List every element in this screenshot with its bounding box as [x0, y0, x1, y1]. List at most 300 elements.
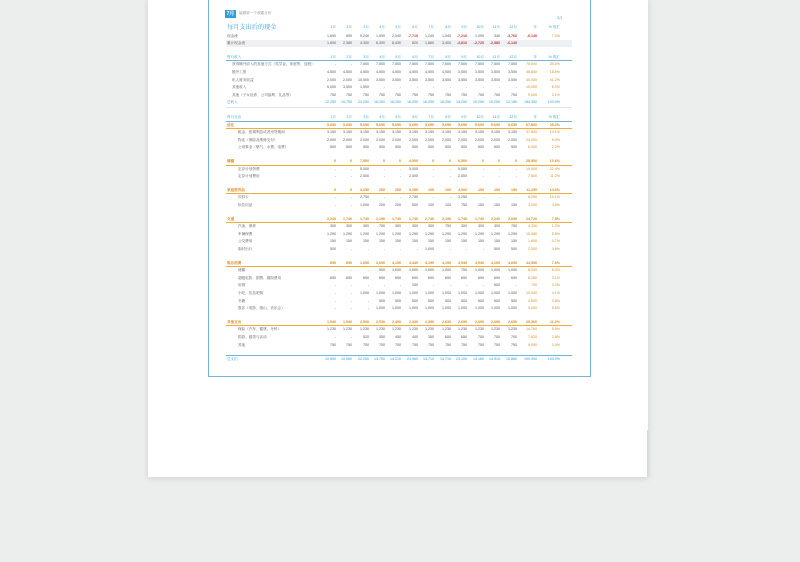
cell[interactable]: -	[383, 247, 385, 251]
cell[interactable]: 10,000	[526, 85, 537, 90]
cell[interactable]: 3,250	[360, 187, 369, 192]
cell[interactable]: 4,500	[409, 70, 418, 74]
cell[interactable]: 3,150	[343, 130, 352, 135]
cell[interactable]: 100	[428, 187, 434, 192]
cell[interactable]: 1,290	[392, 231, 401, 236]
cell[interactable]: 750	[445, 92, 451, 97]
cell[interactable]: -	[350, 247, 352, 251]
cell[interactable]: 150	[445, 239, 451, 244]
cell[interactable]: 0	[432, 159, 434, 163]
cell[interactable]: 24,250	[358, 100, 369, 105]
cell[interactable]: 12月	[509, 115, 517, 119]
cell[interactable]: 1,290	[475, 231, 484, 236]
cell[interactable]: 年	[533, 54, 537, 59]
cell[interactable]: 2,330	[409, 319, 418, 324]
cell[interactable]: 4,500	[528, 298, 537, 303]
cell[interactable]: -	[334, 268, 336, 273]
cell[interactable]: -	[334, 166, 336, 171]
cell[interactable]: 5,650	[442, 122, 451, 127]
cell[interactable]: 7,500	[508, 62, 517, 67]
cell[interactable]: 1,000	[425, 291, 434, 295]
cell[interactable]: 3,500	[475, 77, 484, 82]
cell[interactable]: 150	[478, 203, 484, 207]
cell[interactable]: 3,400	[442, 41, 451, 46]
cell[interactable]: 8,250	[528, 195, 537, 200]
cell[interactable]: 23,100	[456, 357, 467, 362]
cell[interactable]: 48,850	[526, 70, 537, 74]
cell[interactable]: 0	[350, 187, 352, 192]
cell[interactable]: 2,690	[458, 319, 467, 324]
cell[interactable]: 3,500	[442, 77, 451, 82]
cell[interactable]: 9,000	[528, 306, 537, 311]
cell[interactable]: 7.0%	[551, 33, 560, 38]
cell[interactable]: -2,380	[489, 41, 500, 46]
cell[interactable]: 6月	[412, 115, 418, 119]
cell[interactable]: 7,500	[360, 159, 369, 163]
cell[interactable]: -	[334, 62, 336, 67]
cell[interactable]: 100.0%	[547, 100, 560, 105]
cell[interactable]: 44,530	[526, 260, 537, 265]
cell[interactable]: 9,000	[528, 92, 537, 97]
cell[interactable]: 24,720	[526, 216, 537, 221]
cell[interactable]: 4.1%	[551, 291, 560, 295]
cell[interactable]: -	[482, 166, 484, 171]
cell[interactable]: 年	[533, 25, 537, 29]
cell[interactable]: 500	[330, 247, 336, 251]
cell[interactable]: 1,800	[528, 239, 537, 244]
cell[interactable]: 500	[379, 298, 385, 303]
cell[interactable]: 0.2%	[551, 283, 560, 288]
cell[interactable]: 11,250	[526, 187, 537, 192]
cell[interactable]: 5,650	[458, 122, 467, 127]
cell[interactable]: 2,240	[491, 216, 500, 221]
cell[interactable]: 3,500	[508, 77, 517, 82]
cell[interactable]: 690	[461, 275, 467, 280]
cell[interactable]: 3,150	[491, 130, 500, 135]
cell[interactable]: 5,650	[475, 122, 484, 127]
cell[interactable]: 690	[346, 260, 352, 265]
cell[interactable]: 14,210	[390, 357, 401, 362]
cell[interactable]: 150	[511, 187, 517, 192]
cell[interactable]: 500	[428, 298, 434, 303]
cell[interactable]: 300	[412, 224, 418, 229]
cell[interactable]: 4,190	[491, 260, 500, 265]
cell[interactable]: 1,000	[475, 291, 484, 295]
cell[interactable]: 500	[363, 145, 369, 150]
cell[interactable]: 750	[511, 342, 517, 347]
cell[interactable]: -	[498, 85, 500, 90]
cell[interactable]: 750	[379, 342, 385, 347]
cell[interactable]: 16,250	[440, 100, 451, 105]
cell[interactable]: 6.0%	[551, 85, 560, 90]
cell[interactable]: -	[350, 62, 352, 67]
cell[interactable]: 500	[511, 298, 517, 303]
cell[interactable]: 1,290	[360, 231, 369, 236]
cell[interactable]: 150	[511, 203, 517, 207]
cell[interactable]: 8,280	[528, 275, 537, 280]
cell[interactable]: 1,860	[425, 41, 434, 46]
cell[interactable]: -	[367, 298, 369, 303]
cell[interactable]: 1,000	[508, 268, 517, 273]
cell[interactable]: 5.8%	[551, 231, 560, 236]
cell[interactable]: 8月	[445, 25, 451, 29]
cell[interactable]: -3,810	[456, 41, 467, 46]
cell[interactable]: 5,000	[458, 166, 467, 171]
cell[interactable]: 16,250	[374, 100, 385, 105]
cell[interactable]: -	[350, 166, 352, 171]
cell[interactable]: 0	[482, 159, 484, 163]
cell[interactable]: 1,540	[442, 33, 451, 38]
cell[interactable]: 1,290	[425, 231, 434, 236]
cell[interactable]: 15,480	[526, 231, 537, 236]
cell[interactable]: -	[367, 268, 369, 273]
cell[interactable]: -	[465, 283, 467, 288]
cell[interactable]: 600	[445, 335, 451, 339]
cell[interactable]: 0	[399, 159, 401, 163]
cell[interactable]: -	[350, 283, 352, 288]
cell[interactable]: 3.1%	[551, 92, 560, 97]
cell[interactable]: 6月	[412, 25, 418, 29]
cell[interactable]: 9,240	[360, 33, 369, 38]
cell[interactable]: 500	[330, 145, 336, 150]
cell[interactable]: 1,000	[409, 306, 418, 311]
cell[interactable]: -	[367, 247, 369, 251]
cell[interactable]: 3,500	[392, 77, 401, 82]
cell[interactable]: 14,700	[374, 357, 385, 362]
cell[interactable]: -	[482, 247, 484, 251]
cell[interactable]: 1,230	[360, 327, 369, 332]
cell[interactable]: 1,000	[376, 306, 385, 311]
cell[interactable]: 2,000	[442, 137, 451, 142]
cell[interactable]: 1,000	[376, 291, 385, 295]
cell[interactable]: 7月	[428, 25, 434, 29]
cell[interactable]: 8,000	[528, 268, 537, 273]
cell[interactable]: 750	[461, 268, 467, 273]
cell[interactable]: 5,650	[491, 122, 500, 127]
cell[interactable]: 3,500	[508, 70, 517, 74]
cell[interactable]: 1,000	[442, 268, 451, 273]
cell[interactable]: 500	[379, 145, 385, 150]
cell[interactable]: 1,690	[360, 260, 369, 265]
cell[interactable]: 14,710	[423, 357, 434, 362]
cell[interactable]: 45,000	[526, 77, 537, 82]
cell[interactable]: 15,250	[489, 100, 500, 105]
cell[interactable]: 4月	[379, 25, 385, 29]
cell[interactable]: 750	[445, 342, 451, 347]
cell[interactable]: 2,000	[491, 137, 500, 142]
cell[interactable]: 150	[494, 203, 500, 207]
cell[interactable]: -7,210	[456, 33, 467, 38]
cell[interactable]: 0	[498, 159, 500, 163]
cell[interactable]: 3,500	[475, 70, 484, 74]
cell[interactable]: 690	[511, 275, 517, 280]
cell[interactable]: 6,390	[376, 41, 385, 46]
cell[interactable]: 340	[494, 33, 500, 38]
cell[interactable]: -	[334, 195, 336, 200]
cell[interactable]: 4,350	[528, 224, 537, 229]
cell[interactable]: 3,250	[409, 187, 418, 192]
cell[interactable]: 10月	[476, 25, 484, 29]
cell[interactable]: 1,290	[327, 231, 336, 236]
cell[interactable]: 520	[363, 335, 369, 339]
cell[interactable]: 8,430	[392, 41, 401, 46]
cell[interactable]: 2,190	[442, 216, 451, 221]
cell[interactable]: 3月	[363, 25, 369, 29]
cell[interactable]: -	[334, 283, 336, 288]
cell[interactable]: 1,000	[475, 268, 484, 273]
cell[interactable]: 100.0%	[547, 357, 560, 362]
cell[interactable]: 6.0%	[551, 268, 560, 273]
cell[interactable]: 3,500	[425, 77, 434, 82]
cell[interactable]: 3.4%	[551, 342, 560, 347]
cell[interactable]: 750	[494, 342, 500, 347]
cell[interactable]: 750	[445, 224, 451, 229]
cell[interactable]: -	[350, 268, 352, 273]
cell[interactable]: 4,500	[425, 70, 434, 74]
cell[interactable]: 22,250	[358, 357, 369, 362]
cell[interactable]: -	[350, 195, 352, 200]
cell[interactable]: 10,690	[325, 357, 336, 362]
cell[interactable]: 4.5%	[551, 203, 560, 207]
cell[interactable]: 0	[383, 159, 385, 163]
cell[interactable]: 2,500	[409, 174, 418, 179]
cell[interactable]: 300	[330, 224, 336, 229]
cell[interactable]: 200	[395, 187, 401, 192]
cell[interactable]: 1,000	[360, 203, 369, 207]
cell[interactable]: 500	[428, 145, 434, 150]
cell[interactable]: 15,000	[526, 166, 537, 171]
cell[interactable]: 1,000	[425, 247, 434, 251]
cell[interactable]: 5.5%	[551, 306, 560, 311]
cell[interactable]: -	[350, 335, 352, 339]
cell[interactable]: 690	[363, 275, 369, 280]
cell[interactable]: -	[449, 85, 451, 90]
cell[interactable]: -	[498, 174, 500, 179]
cell[interactable]: -	[498, 166, 500, 171]
cell[interactable]: 2,240	[327, 216, 336, 221]
cell[interactable]: 3,940	[458, 260, 467, 265]
cell[interactable]: 750	[428, 92, 434, 97]
cell[interactable]: 3,500	[376, 77, 385, 82]
cell[interactable]: 2.8%	[551, 335, 560, 339]
cell[interactable]: -	[432, 85, 434, 90]
cell[interactable]: 500	[511, 145, 517, 150]
cell[interactable]: 150	[379, 239, 385, 244]
cell[interactable]: 500	[478, 145, 484, 150]
cell[interactable]: 5,650	[360, 122, 369, 127]
cell[interactable]: 150	[395, 239, 401, 244]
cell[interactable]: 750	[511, 224, 517, 229]
cell[interactable]: 750	[346, 92, 352, 97]
cell[interactable]: -	[515, 195, 517, 200]
cell[interactable]: 3,500	[343, 85, 352, 90]
cell[interactable]: 500	[494, 283, 500, 288]
cell[interactable]: 500	[461, 298, 467, 303]
cell[interactable]: -	[350, 174, 352, 179]
cell[interactable]: 10,750	[341, 100, 352, 105]
cell[interactable]: 1,000	[508, 306, 517, 311]
cell[interactable]: 2,690	[508, 319, 517, 324]
cell[interactable]: 7,500	[425, 62, 434, 67]
cell[interactable]: 16,250	[423, 100, 434, 105]
cell[interactable]: 750	[412, 342, 418, 347]
cell[interactable]: % 的汇	[548, 115, 560, 119]
cell[interactable]: 750	[428, 342, 434, 347]
cell[interactable]: 4,500	[360, 70, 369, 74]
cell[interactable]: 9月	[461, 25, 467, 29]
cell[interactable]: 3,500	[458, 70, 467, 74]
cell[interactable]: 1,000	[508, 291, 517, 295]
cell[interactable]: 1,290	[409, 231, 418, 236]
cell[interactable]: 7,500	[458, 62, 467, 67]
cell[interactable]: 750	[494, 92, 500, 97]
cell[interactable]: 3月	[363, 115, 369, 119]
cell[interactable]: 1,000	[392, 291, 401, 295]
cell[interactable]: 2,000	[425, 137, 434, 142]
cell[interactable]: 150	[478, 239, 484, 244]
cell[interactable]: 2,390	[425, 319, 434, 324]
cell[interactable]: 4,500	[376, 70, 385, 74]
cell[interactable]: -	[482, 283, 484, 288]
cell[interactable]: 1,290	[442, 231, 451, 236]
cell[interactable]: 150	[330, 239, 336, 244]
cell[interactable]: 2,490	[392, 319, 401, 324]
cell[interactable]: -	[449, 166, 451, 171]
cell[interactable]: 300	[461, 224, 467, 229]
cell[interactable]: 1,230	[376, 327, 385, 332]
cell[interactable]: 750	[478, 342, 484, 347]
cell[interactable]: 2月	[346, 25, 352, 29]
cell[interactable]: 690	[330, 275, 336, 280]
cell[interactable]: 18.6%	[549, 70, 560, 74]
cell[interactable]: 750	[511, 92, 517, 97]
cell[interactable]: 750	[412, 92, 418, 97]
cell[interactable]: 14,910	[489, 357, 500, 362]
cell[interactable]: 1,000	[442, 291, 451, 295]
cell[interactable]: 1,230	[425, 327, 434, 332]
cell[interactable]: -	[399, 85, 401, 90]
cell[interactable]: 3,690	[376, 260, 385, 265]
cell[interactable]: -	[498, 195, 500, 200]
cell[interactable]: 750	[461, 342, 467, 347]
cell[interactable]: 15,250	[456, 100, 467, 105]
cell[interactable]: 10,000	[358, 77, 369, 82]
cell[interactable]: 3,500	[491, 70, 500, 74]
cell[interactable]: 5,000	[360, 166, 369, 171]
cell[interactable]: 100	[428, 203, 434, 207]
cell[interactable]: 25.2%	[549, 122, 560, 127]
cell[interactable]: 0	[334, 159, 336, 163]
cell[interactable]: 250	[412, 283, 418, 288]
cell[interactable]: 4,190	[392, 260, 401, 265]
cell[interactable]: 690	[445, 275, 451, 280]
cell[interactable]: % 的汇	[548, 54, 560, 59]
cell[interactable]: 6,500	[458, 159, 467, 163]
cell[interactable]: 2,380	[343, 41, 352, 46]
cell[interactable]: 690	[330, 260, 336, 265]
cell[interactable]: 9月	[461, 54, 467, 59]
cell[interactable]: 7,500	[392, 62, 401, 67]
cell[interactable]: -	[449, 174, 451, 179]
cell[interactable]: 9.0%	[551, 137, 560, 142]
cell[interactable]: 11.2%	[550, 174, 560, 179]
cell[interactable]: -	[399, 195, 401, 200]
cell[interactable]: 1,230	[491, 327, 500, 332]
cell[interactable]: 1,690	[327, 41, 336, 46]
cell[interactable]: 750	[461, 92, 467, 97]
cell[interactable]: 0.6%	[551, 247, 560, 251]
cell[interactable]: 11月	[492, 25, 500, 29]
cell[interactable]: 4,500	[343, 70, 352, 74]
cell[interactable]: 0.7%	[551, 239, 560, 244]
cell[interactable]: 100	[445, 187, 451, 192]
cell[interactable]: 1月	[330, 54, 336, 59]
cell[interactable]: -	[449, 283, 451, 288]
cell[interactable]: 10.1%	[549, 195, 560, 200]
cell[interactable]: 0	[334, 187, 336, 192]
cell[interactable]: 10,060	[341, 357, 352, 362]
cell[interactable]: -	[449, 247, 451, 251]
cell[interactable]: 6,000	[528, 145, 537, 150]
cell[interactable]: 10.6%	[549, 159, 560, 163]
cell[interactable]: 1,940	[327, 319, 336, 324]
cell[interactable]: 400	[412, 335, 418, 339]
cell[interactable]: 15,250	[473, 100, 484, 105]
cell[interactable]: 1,090	[475, 33, 484, 38]
cell[interactable]: 2月	[346, 54, 352, 59]
cell[interactable]: 1,000	[425, 268, 434, 273]
cell[interactable]: 5,650	[343, 122, 352, 127]
cell[interactable]: 200	[379, 203, 385, 207]
cell[interactable]: 4月	[379, 54, 385, 59]
cell[interactable]: 200	[395, 203, 401, 207]
cell[interactable]: -	[399, 174, 401, 179]
cell[interactable]: 2,000	[343, 77, 352, 82]
cell[interactable]: 5月	[395, 115, 401, 119]
cell[interactable]: 3,150	[409, 130, 418, 135]
cell[interactable]: 500	[445, 145, 451, 150]
cell[interactable]: -	[350, 298, 352, 303]
cell[interactable]: 500	[445, 298, 451, 303]
cell[interactable]: 7,500	[528, 174, 537, 179]
cell[interactable]: 1,230	[442, 327, 451, 332]
cell[interactable]: 1,000	[491, 306, 500, 311]
cell[interactable]: -	[383, 195, 385, 200]
cell[interactable]: 700	[494, 335, 500, 339]
cell[interactable]: 1,000	[491, 268, 500, 273]
cell[interactable]: 350	[379, 335, 385, 339]
cell[interactable]: 2,000	[458, 137, 467, 142]
cell[interactable]: 2,690	[491, 319, 500, 324]
cell[interactable]: 4,500	[392, 70, 401, 74]
cell[interactable]: 4,000	[458, 187, 467, 192]
cell[interactable]: 2,500	[458, 174, 467, 179]
cell[interactable]: -	[334, 174, 336, 179]
cell[interactable]: 37,800	[526, 130, 537, 135]
cell[interactable]: -	[515, 174, 517, 179]
cell[interactable]: -	[432, 283, 434, 288]
cell[interactable]: 10月	[476, 115, 484, 119]
cell[interactable]: -2,720	[473, 41, 484, 46]
cell[interactable]: 3,150	[508, 130, 517, 135]
cell[interactable]: 300	[428, 224, 434, 229]
cell[interactable]: 150	[412, 239, 418, 244]
cell[interactable]: -	[367, 283, 369, 288]
cell[interactable]: 1,290	[491, 231, 500, 236]
cell[interactable]: 1,500	[360, 85, 369, 90]
cell[interactable]: 3,500	[409, 77, 418, 82]
cell[interactable]: 5,650	[508, 122, 517, 127]
